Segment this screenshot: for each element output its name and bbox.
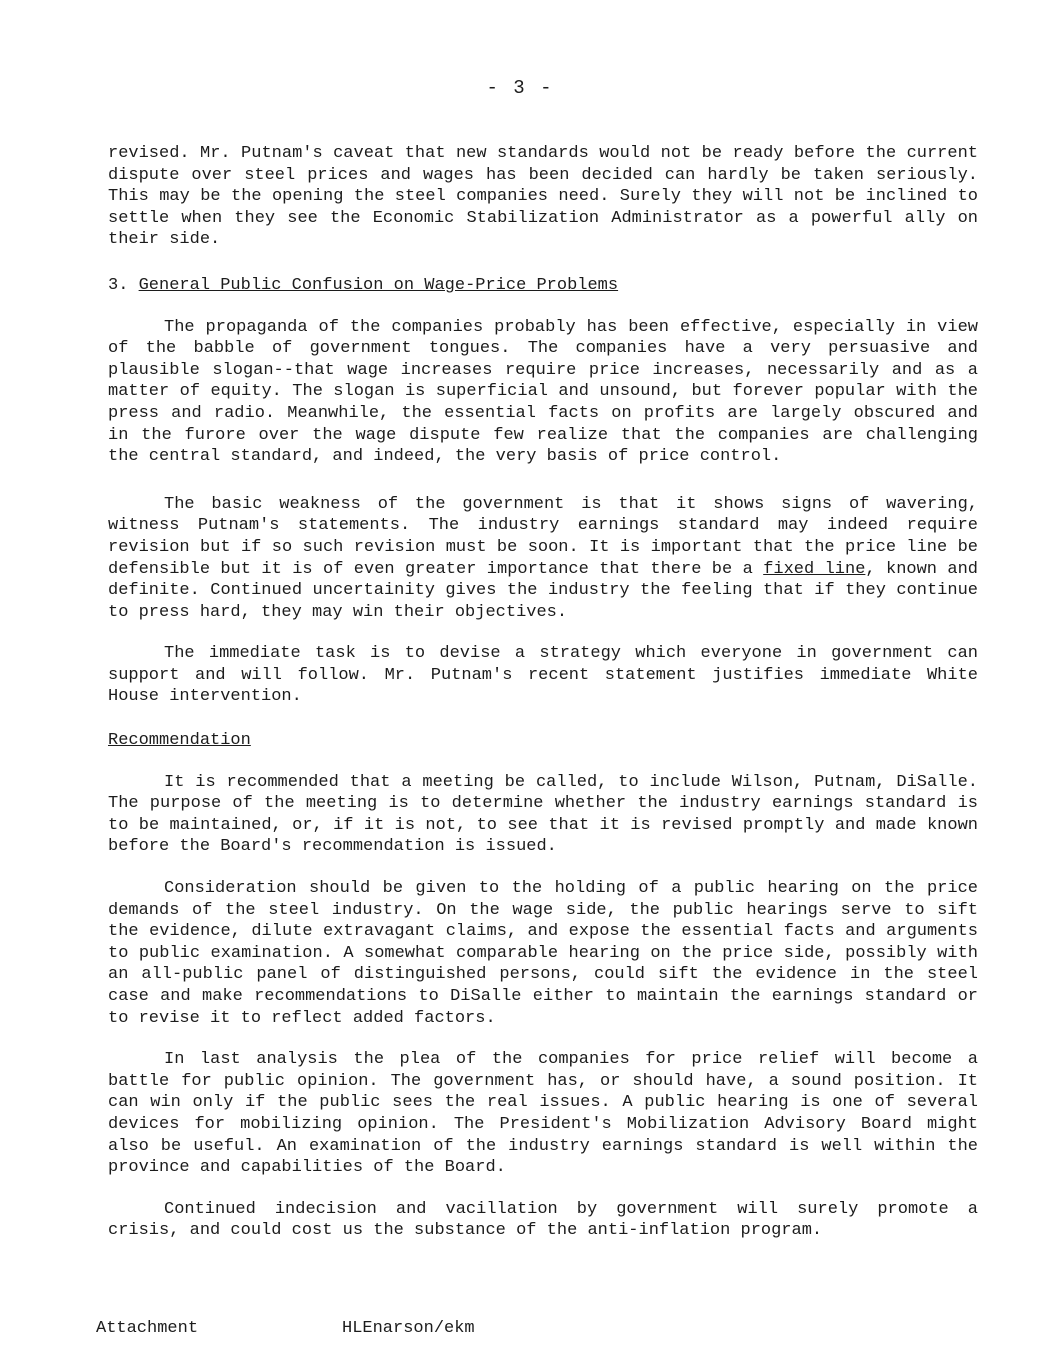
task-paragraph: The immediate task is to devise a strategy which everyone in government can support and will follow. Mr. Putnam's recent statement justifies immediate White House intervention. [108, 644, 978, 707]
author-initials: HLEnarson/ekm [342, 1319, 475, 1338]
section-3-number: 3. [108, 275, 129, 295]
document-body [108, 143, 978, 1242]
recommendation-heading [108, 730, 978, 752]
weakness-text-before: The basic weakness of the government is that it shows signs of wavering, witness Putnam's statements. The industry earnings standard may indeed require revision but if so such revision must be soon. It is important that the price line be defensible but it is of even greater importance that there be a [108, 494, 978, 579]
conclusion-paragraph: Continued indecision and vacillation by government will surely promote a crisis, and could cost us the substance of the anti-inflation program. [108, 1199, 978, 1241]
hearing-paragraph: Consideration should be given to the holding of a public hearing on the price demands of the steel industry. On the wage side, the public hearings serve to sift the evidence, dilute extravagant claims, and expose the essential facts and arguments to public examination. A somewhat comparable hearing on the price side, possibly with an all-public panel of distinguished persons, could sift the evidence in the steel case and make recommendations to DiSalle either to maintain the earnings standard or to revise it to reflect added factors. [108, 879, 978, 1028]
page-number: - 3 - [486, 77, 554, 99]
section-3-heading [108, 275, 978, 297]
meeting-paragraph: It is recommended that a meeting be called, to include Wilson, Putnam, DiSalle. The purpose of the meeting is to determine whether the industry earnings standard is to be maintained, or, if it is not, to see that it is revised promptly and made known before the Board's recommendation is issued. [108, 772, 978, 857]
intro-paragraph: revised. Mr. Putnam's caveat that new standards would not be ready before the current dispute over steel prices and wages has been decided can hardly be taken seriously. This may be the opening the steel companies need. Surely they will not be inclined to settle when they see the Economic Stabilization Administrator as a powerful ally on their side. [108, 144, 978, 250]
attachment-label: Attachment [96, 1319, 199, 1338]
analysis-paragraph: In last analysis the plea of the companies for price relief will become a battle for public opinion. The government has, or should have, a sound position. It can win only if the public sees the real issues. A public hearing is one of several devices for mobilizing opinion. The President's Mobilization Advisory Board might also be useful. An examination of the industry earnings standard is well within the province and capabilities of the Board. [108, 1050, 978, 1178]
section-3-title: General Public Confusion on Wage-Price Problems [138, 275, 619, 295]
weakness-paragraph [108, 494, 978, 624]
weakness-text-after: , known and definite. Continued uncertainity gives the industry the feeling that if they continue to press hard, they may win their objectives. [108, 559, 979, 622]
propaganda-paragraph: The propaganda of the companies probably has been effective, especially in view of the babble of government tongues. The companies have a very persuasive and plausible slogan--that wage increases require price increases, necessarily and as a matter of equity. The slogan is superficial and unsound, but forever popular with the press and radio. Meanwhile, the essential facts on profits are largely obscured and in the furore over the wage dispute few realize that the companies are challenging the central standard, and indeed, the very basis of price control. [108, 317, 978, 467]
recommendation-title: Recommendation [108, 731, 251, 751]
fixed-line-emphasis: fixed line [763, 559, 866, 579]
